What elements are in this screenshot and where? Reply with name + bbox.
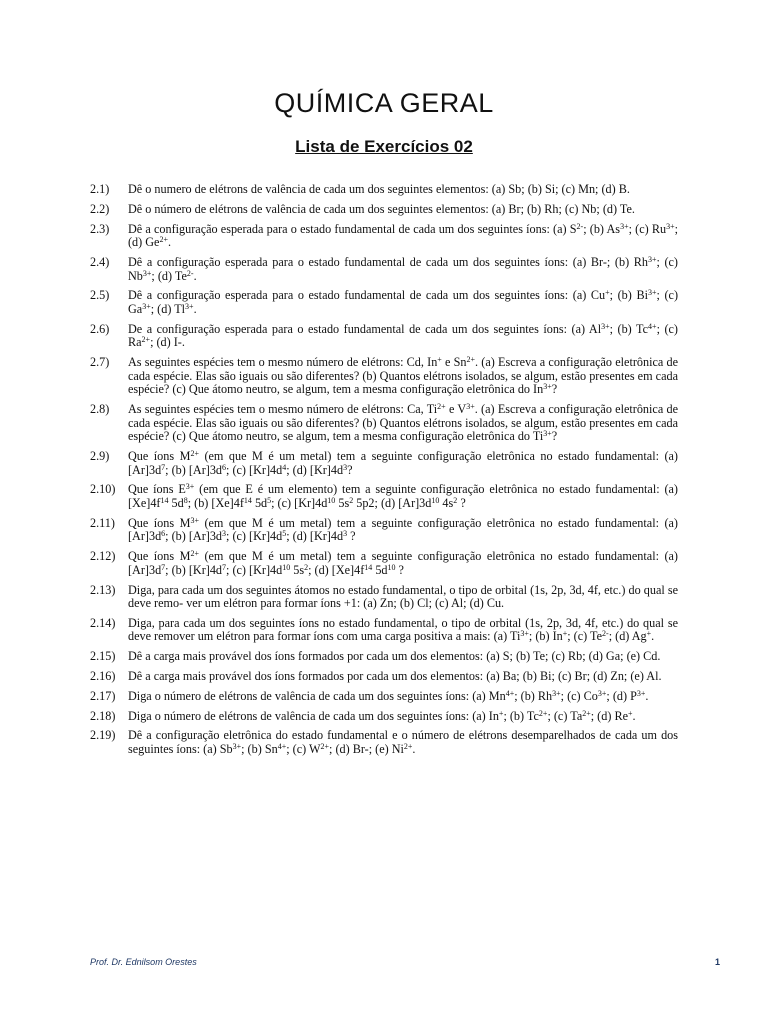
superscript: 3+ [466,402,475,412]
text-segment: ; (c) Te [567,629,603,644]
exercise-number: 2.1) [90,182,110,196]
text-segment: ; (d) P [606,688,637,703]
text-segment: 5s [335,495,350,510]
exercise-text [128,517,678,544]
superscript: 3+ [601,321,610,331]
superscript: 3+ [543,429,552,439]
exercise-number: 2.6) [90,321,110,336]
superscript: 2- [576,221,584,231]
superscript: + [627,708,633,718]
text-segment: Diga o número de elétrons de valência de cada um dos seguintes íons: (a) In [128,708,499,723]
superscript: 2+ [320,741,330,751]
superscript: 10 [282,562,291,572]
text-segment: e Sn [441,355,467,370]
text-segment: ; (b) In [528,629,563,644]
exercise-item [90,203,678,217]
text-segment: Diga, para cada um dos seguintes íons no estado fundamental, o tipo de orbital (1s, 2p, 3d, 4f, etc.) do qual se deve remover um elétron para formar íons com uma carga positiva a mais: (a) Ti [128,615,678,644]
superscript: 5 [282,529,287,539]
superscript: 2 [304,562,309,572]
exercise-number: 2.3) [90,221,110,236]
superscript: 2- [602,629,609,639]
superscript: 14 [160,495,169,505]
text-segment: ; (c) [Kr]4d [271,495,328,510]
text-segment: e V [445,402,467,417]
text-segment: . [412,741,416,756]
text-segment: ; (c) Ga [128,288,678,316]
text-segment: ; (d) [Kr]4d [286,462,344,477]
superscript: 2+ [538,708,548,718]
exercise-number: 2.16) [90,669,116,684]
superscript: 3 [343,529,348,539]
superscript: 3 [343,462,348,472]
text-segment: Dê a carga mais provável dos íons formados por cada um dos elementos: (a) Ba; (b) Bi; (c) Br; (d) Zn; (e) Al. [128,669,662,684]
exercise-number: 2.12) [90,549,116,564]
text-segment: ; (d) [Kr]4d [286,529,344,544]
text-segment: ; (b) Tc [503,708,539,723]
exercise-item [90,584,678,611]
superscript: 2+ [190,449,199,458]
text-segment: ? [551,382,558,397]
exercise-text [128,670,678,684]
text-segment: ; (b) Tc [609,321,649,336]
text-segment: ; (b) Rh [514,688,553,703]
text-segment: As seguintes espécies tem o mesmo número de elétrons: Ca, Ti [128,402,438,417]
exercise-item [90,450,678,477]
text-segment: 5s [290,562,305,577]
exercise-item [90,670,678,684]
exercise-item [90,183,678,197]
footer-author: Prof. Dr. Ednilsom Orestes [90,957,197,967]
superscript: 7 [161,562,166,572]
superscript: 2+ [141,335,151,345]
exercise-text [128,550,678,577]
text-segment: De a configuração esperada para o estado fundamental de cada um dos seguintes íons: (a) Al [128,321,602,336]
text-segment: Dê a configuração eletrônica do estado fundamental e o número de elétrons desemparelhados de cada um dos seguintes íons: (a) Sb [128,728,678,756]
superscript: 2+ [582,708,591,718]
text-segment: ; (c) Ra [128,321,678,350]
superscript: 3+ [520,629,529,639]
text-segment: ; (c) [Kr]4d [226,562,283,577]
exercise-text [128,710,678,724]
exercise-number: 2.19) [90,728,116,743]
superscript: 4+ [277,741,287,751]
exercise-text [128,483,678,510]
exercise-number: 2.11) [90,515,115,530]
superscript: + [646,629,652,639]
text-segment: ; (d) [Xe]4f [308,562,365,577]
text-segment: ; (d) Tl [150,301,186,316]
exercise-number: 2.5) [90,288,110,303]
text-segment: ; (c) W [286,741,321,756]
superscript: 3+ [142,301,151,311]
exercise-item [90,356,678,397]
text-segment: ; (b) [Ar]3d [165,462,223,477]
exercise-list [90,183,678,763]
exercise-text [128,403,678,444]
superscript: 4+ [505,688,515,698]
text-segment: . [193,268,197,283]
superscript: 5 [267,495,272,505]
superscript: 6 [161,529,166,539]
text-segment: ; (c) Nb [128,254,678,283]
text-segment: ? [347,462,353,477]
superscript: 2- [186,268,194,278]
superscript: 2+ [437,402,446,412]
text-segment: (em que E é um elemento) tem a seguinte configuração eletrônica no estado fundamental: (a) [Xe]4f [128,482,678,510]
text-segment: Dê a configuração esperada para o estado fundamental de cada um dos seguintes íons: (a) Br-; (b) Rh [128,254,648,269]
text-segment: . [632,708,636,723]
text-segment: . [645,688,649,703]
superscript: 3+ [620,221,629,231]
superscript: 10 [387,562,396,572]
text-segment: Dê a configuração esperada para o estado fundamental de cada um dos seguintes íons: (a) S [128,221,577,236]
text-segment: . [167,235,172,250]
superscript: 3+ [190,515,199,525]
superscript: 3+ [232,741,242,751]
superscript: 3+ [597,688,607,698]
exercise-number: 2.7) [90,355,110,370]
text-segment: ; (d) Te [151,268,187,283]
text-segment: ; (c) [Kr]4d [226,529,283,544]
text-segment: ; (b) Bi [609,288,648,303]
text-segment: Que íons M [128,515,191,530]
superscript: 6 [222,462,227,472]
exercise-item [90,617,678,644]
exercise-text [128,729,678,756]
superscript: 2 [453,495,458,505]
text-segment: ; (d) Re [590,708,628,723]
exercise-text [128,203,678,217]
exercise-number: 2.9) [90,449,110,463]
exercise-item [90,729,678,756]
exercise-item [90,289,678,316]
text-segment: 5p2; (d) [Ar]3d [353,495,432,510]
superscript: 4+ [648,321,657,331]
superscript: 3+ [552,688,561,698]
exercise-item [90,483,678,510]
superscript: 2+ [159,235,168,245]
exercise-text [128,584,678,611]
page-number: 1 [714,957,720,967]
exercise-number: 2.10) [90,482,116,497]
superscript: 10 [327,495,336,505]
exercise-number: 2.13) [90,582,116,597]
text-segment: ; (b) [Ar]3d [165,529,223,544]
text-segment: Diga o número de elétrons de valência de cada um dos seguintes íons: (a) Mn [128,688,506,703]
text-segment: Que íons E [128,482,186,497]
superscript: 2+ [403,741,413,751]
exercise-number: 2.14) [90,615,116,630]
exercise-text [128,617,678,644]
exercise-number: 2.8) [90,402,110,417]
text-segment: Dê o número de elétrons de valência de cada um dos seguintes elementos: (a) Br; (b) Rh; (c) Nb; (d) Te. [128,201,635,216]
superscript: + [437,355,442,365]
exercise-number: 2.2) [90,201,110,216]
superscript: 3+ [666,221,675,231]
exercise-text [128,650,678,664]
exercise-text [128,690,678,704]
text-segment: ; (b) As [583,221,621,236]
text-segment: 5d [251,495,268,510]
text-segment: Dê a configuração esperada para o estado fundamental de cada um dos seguintes íons: (a) Cu [128,288,606,303]
text-segment: . (a) Escreva a configuração eletrônica de cada espécie. Elas são iguais ou são diferentes? (b) Quantos elétrons isolados, se algum, estão presentes em cada espécie? (c) Que átomo neutro, se algum, tem a mesma configuração eletrônica do In [128,355,678,397]
text-segment: Que íons M [128,449,191,463]
text-segment: ; (c) [Kr]4d [226,462,283,477]
exercise-item [90,517,678,544]
text-segment: ; (d) I-. [150,335,185,350]
exercise-item [90,403,678,444]
superscript: 7 [222,562,227,572]
exercise-number: 2.17) [90,688,116,703]
exercise-item [90,550,678,577]
text-segment: ; (d) Ge [128,221,679,250]
superscript: 3+ [185,482,195,492]
text-segment: As seguintes espécies tem o mesmo número de elétrons: Cd, In [128,355,438,370]
superscript: 10 [431,495,440,505]
superscript: 3+ [543,382,552,392]
text-segment: ; (b) Sn [241,741,278,756]
text-segment: ; (b) [Xe]4f [187,495,244,510]
text-segment: 5d [168,495,184,510]
superscript: 3 [222,529,227,539]
exercise-item [90,650,678,664]
text-segment: Diga, para cada um dos seguintes átomos no estado fundamental, o tipo de orbital (1s, 2p, 3d, 4f, etc.) do qual se deve remo- ver um elétron para formar íons +1: (a) Zn; (b) Cl; (c) Al; (d) Cu. [128,582,678,611]
exercise-item [90,256,678,283]
superscript: 3+ [647,288,657,298]
exercise-text [128,356,678,397]
exercise-text [128,256,678,283]
text-segment: ? [395,562,404,577]
document-subtitle: Lista de Exercícios 02 [295,137,473,156]
text-segment: ; (c) Ta [547,708,583,723]
superscript: 2 [349,495,354,505]
document-title: QUÍMICA GERAL [274,88,494,118]
exercise-text [128,183,678,197]
text-segment: ? [457,495,466,510]
superscript: 8 [183,495,188,505]
text-segment: (em que M é um metal) tem a seguinte configuração eletrônica no estado fundamental: (a) [Ar]3d [128,515,678,544]
superscript: 2+ [466,355,476,365]
superscript: 3+ [636,688,646,698]
superscript: + [605,288,610,298]
text-segment: Que íons M [128,549,191,564]
text-segment: (em que M é um metal) tem a seguinte configuração eletrônica no estado fundamental: (a) [Ar]3d [128,549,678,577]
text-segment: 5d [372,562,388,577]
exercise-item [90,223,678,250]
text-segment: . (a) Escreva a configuração eletrônica de cada espécie. Elas são iguais ou são diferentes? (b) Quantos elétrons isolados, se algum, estão presentes em cada espécie? (c) Que átomo neutro, se algum, tem a mesma configuração eletrônica do Ti [128,402,678,444]
text-segment: (em que M é um metal) tem a seguinte configuração eletrônica no estado fundamental: (a) [Ar]3d [128,449,678,477]
exercise-text [128,289,678,316]
exercise-text [128,323,678,350]
superscript: + [498,708,504,718]
superscript: 14 [364,562,373,572]
text-segment: Dê a carga mais provável dos íons formados por cada um dos elementos: (a) S; (b) Te; (c) Rb; (d) Ga; (e) Cd. [128,649,661,664]
exercise-text [128,450,678,477]
superscript: 3+ [647,254,657,264]
superscript: 14 [243,495,252,505]
text-segment: . [193,301,197,316]
superscript: 4 [282,462,287,472]
text-segment: ; (d) Br-; (e) Ni [329,741,404,756]
superscript: 2+ [190,549,199,559]
text-segment: ; (c) Ru [628,221,667,236]
exercise-item [90,690,678,704]
exercise-number: 2.15) [90,649,116,664]
exercise-number: 2.4) [90,254,110,269]
exercise-item [90,710,678,724]
text-segment: Dê o numero de elétrons de valência de cada um dos seguintes elementos: (a) Sb; (b) Si; (c) Mn; (d) B. [128,182,630,196]
text-segment: ; (c) Co [560,688,598,703]
text-segment: ? [347,529,356,544]
superscript: 3+ [185,301,194,311]
text-segment: 4s [439,495,454,510]
superscript: + [562,629,568,639]
exercise-text [128,223,678,250]
superscript: 3+ [142,268,152,278]
text-segment: ? [551,429,558,444]
text-segment: ; (b) [Kr]4d [165,562,223,577]
superscript: 7 [161,462,166,472]
exercise-item [90,323,678,350]
text-segment: . [651,629,655,644]
exercise-number: 2.18) [90,708,116,723]
text-segment: ; (d) Ag [608,629,647,644]
